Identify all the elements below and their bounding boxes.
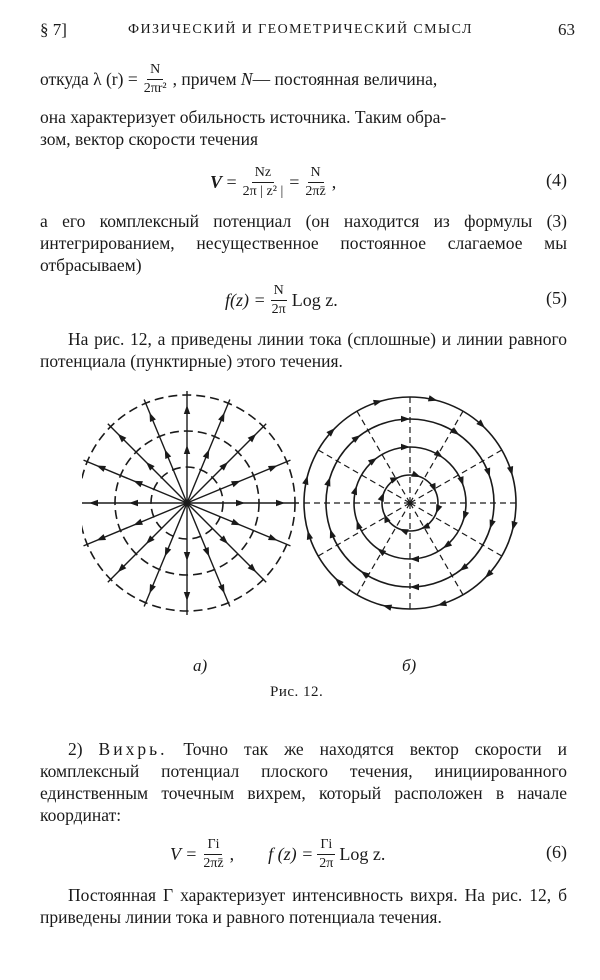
vortex-arrow-2-10 [457,476,463,486]
eq4-frac2-den: 2πz̄ [305,183,326,199]
flow-arrow-6-2 [149,584,155,594]
eq4-frac2 [302,165,328,200]
vortex-arrow-2-1 [463,511,469,521]
flow-arrow-9-1 [129,500,138,506]
flow-arrow-6-1 [165,547,171,557]
running-header [40,20,575,44]
section-mark: § 7] [40,20,67,39]
eq5-frac [269,283,289,318]
flow-arrow-10-2 [96,465,106,471]
para1-mid: , причем [172,69,237,89]
eq6-frac2-num: Γi [317,837,335,855]
eq5-frac-den: 2π [271,301,286,317]
vortex-arrow-1-1 [436,504,442,514]
eq6-frac1 [200,837,226,872]
eq5-rhs: Log z. [291,289,338,310]
eq5-lhs: f(z) = [225,289,266,310]
equipotential-ray-9 [355,408,410,503]
para4-term: Вихрь. [98,739,168,759]
vortex-arrow-2-6 [351,486,357,496]
para1-pre: откуда λ (r) = [40,69,138,89]
flow-arrow-10-1 [133,481,143,487]
lambda-frac-den: 2πr² [143,80,167,96]
eq6-frac2-den: 2π [319,855,334,871]
equation-5 [40,276,567,324]
flow-arrow-16-2 [268,465,278,471]
vortex-arrow-3-10 [484,467,490,477]
vortex-arrow-3-1 [490,519,496,529]
flow-arrow-8-2 [96,534,106,540]
vortex-arrow-1-7 [411,471,421,477]
flow-arrow-13-2 [184,405,190,414]
equipotential-ray-6 [315,503,410,558]
vortex-arrow-4-9 [373,400,383,406]
vortex-arrow-4-3 [437,600,447,606]
lambda-fraction [141,62,170,97]
flow-arrow-9-2 [89,500,98,506]
flow-arrow-12-2 [149,412,155,422]
vortex-arrow-4-6 [307,530,313,540]
vortex-arrow-2-4 [377,548,386,556]
flow-arrow-4-1 [203,547,209,557]
vortex-arrow-3-9 [450,427,459,435]
vortex-arrow-4-7 [302,476,308,486]
vortex-arrow-3-8 [401,416,410,422]
para1-post: — постоянная величина, [252,69,438,89]
eq5-number: (5) [546,288,567,308]
vortex-arrow-3-4 [361,571,370,579]
eq4-lhs: V [210,171,223,192]
figure-12b-vortex [300,393,520,613]
eq4-number: (4) [546,170,567,190]
equipotential-ray-8 [315,448,410,503]
para1-var: N [240,69,253,89]
equation-4: V = $\frac{Nz}{\text{2π | z² |}}$ = $\frac{N}{2\pi z̄}$ , (4) [210,164,567,199]
para4-num: 2) [68,739,83,759]
eq6-lhs2: f (z) = [268,843,314,864]
eq6-frac1-den: 2πz̄ [203,855,224,871]
flow-arrow-2-1 [231,519,241,525]
equipotential-ray-3 [410,503,465,598]
figure-12a-source [82,391,299,615]
flow-arrow-4-2 [218,584,224,594]
vortex-arrow-2-5 [356,520,362,530]
figure-label-a: а) [193,656,208,675]
figure-caption: Рис. 12. [270,684,324,700]
equipotential-ray-12 [410,448,505,503]
vortex-arrow-1-5 [378,492,384,502]
vortex-arrow-2-3 [410,556,419,562]
lambda-frac-num: N [147,62,163,80]
flow-arrow-13-1 [184,445,190,454]
para1-line1 [40,61,567,96]
eq5-frac-num: N [271,283,287,301]
eq6-frac1-num: Γi [204,837,222,855]
eq6-sep: , [229,843,235,864]
vortex-arrow-3-3 [410,584,419,590]
flow-arrow-5-1 [184,552,190,561]
vortex-arrow-3-5 [330,529,336,539]
vortex-arrow-3-6 [324,477,330,487]
figure-12 [82,388,532,638]
flow-arrow-1-1 [236,500,245,506]
flow-arrow-5-2 [184,592,190,601]
eq4-frac1-num: Nz [252,165,274,183]
eq4-frac2-num: N [308,165,324,183]
para5: Постоянная Γ характеризует интенсивность вихря. На рис. 12, б приведены линии тока и равного потенциала течения. [40,885,567,927]
para3: На рис. 12, а приведены линии тока (сплошные) и линии равного потенциала (пунктирные) этого течения. [40,329,567,371]
para1-line2: она характеризует обильность источника. Таким обра- [40,107,447,127]
eq4-frac1-den: 2π | z² | [242,183,284,199]
eq4-tail: , [331,171,337,192]
vortex-arrow-4-1 [512,521,518,531]
eq4-frac1 [240,165,287,200]
vortex-arrow-4-10 [428,395,438,401]
vortex-arrow-4-4 [383,605,393,611]
vortex-arrow-4-12 [507,466,513,476]
para4-text: Точно так же находятся вектор скорости и комплексный потенциал плоского течения, инициированного единственным точечным вихрем, который расположен в начале координат: [40,739,567,825]
eq6-frac2 [316,837,336,872]
para2: а его комплексный потенциал (он находится из формулы (3) интегрированием, несущественное постоянное слагаемое мы отбрасываем) [40,211,567,275]
flow-arrow-14-2 [218,412,224,422]
vortex-arrow-2-9 [434,450,443,458]
vortex-arrow-1-3 [399,529,409,535]
page-number: 63 [558,20,575,39]
equation-6 [40,830,567,878]
vortex-arrow-2-8 [401,444,410,450]
eq6-rhs: Log z. [339,843,386,864]
flow-arrow-1-2 [276,500,285,506]
flow-arrow-12-1 [165,449,171,459]
eq6-lhs1: V = [170,843,198,864]
para1-line3: зом, вектор скорости течения [40,129,259,149]
flow-arrow-14-1 [203,449,209,459]
flow-arrow-16-1 [231,481,241,487]
flow-arrow-2-2 [268,534,278,540]
running-title: ФИЗИЧЕСКИЙ И ГЕОМЕТРИЧЕСКИЙ СМЫСЛ [128,22,473,37]
figure-label-b: б) [402,656,417,675]
equipotential-ray-2 [410,503,505,558]
flow-arrow-8-1 [133,519,143,525]
para4 [40,738,567,826]
eq6-number: (6) [546,842,567,862]
